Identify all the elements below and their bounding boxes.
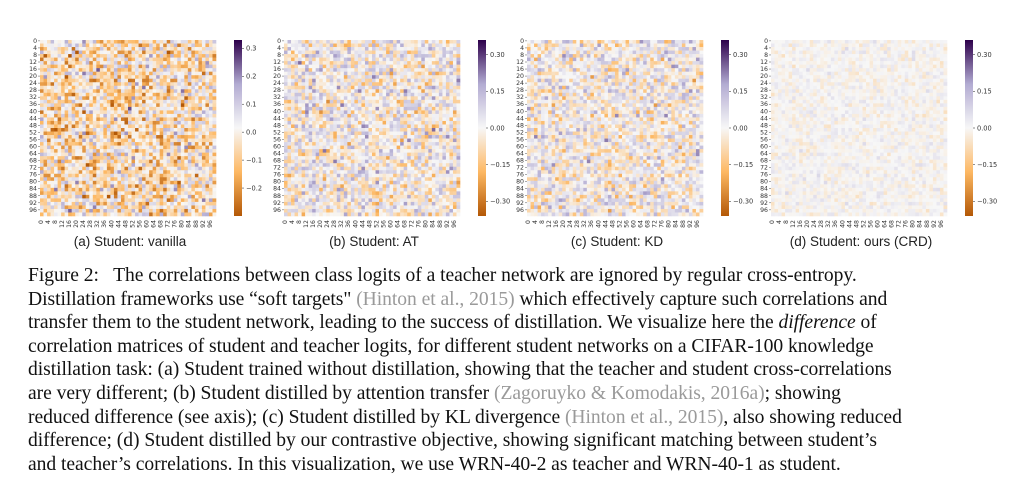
y-tick-label: 88 xyxy=(760,192,768,200)
y-tick-label: 88 xyxy=(516,192,524,200)
x-tick-label: 12 xyxy=(303,220,310,228)
caption-text: ; showing xyxy=(764,382,841,404)
subcaption-a: (a) Student: vanilla xyxy=(73,234,187,249)
colorbar-tick-label: 0.00 xyxy=(490,124,505,133)
caption-line-2 xyxy=(28,288,1000,312)
caption-line-9: and teacher’s correlations. In this visualization, we use WRN-40-2 as teacher and WRN-40-1 as student. xyxy=(28,453,841,475)
x-tick-label: 32 xyxy=(825,220,833,228)
x-tick-label: 16 xyxy=(553,220,561,228)
colorbar-tick-label: −0.30 xyxy=(733,197,754,206)
x-tick-label: 4 xyxy=(531,220,539,224)
colorbar-tick-label: 0.30 xyxy=(490,50,505,59)
y-tick-label: 16 xyxy=(29,66,37,74)
x-tick-label: 68 xyxy=(888,220,896,228)
caption-line-5: distillation task: (a) Student trained without distillation, showing that the teacher and student cross-correlations xyxy=(28,359,892,381)
x-tick-label: 40 xyxy=(352,220,360,228)
x-tick-label: 64 xyxy=(881,220,889,228)
x-tick-label: 16 xyxy=(66,220,74,228)
x-tick-label: 60 xyxy=(387,220,395,228)
y-tick-label: 36 xyxy=(29,101,37,109)
y-tick-label: 28 xyxy=(29,87,37,95)
y-tick-label: 76 xyxy=(516,171,524,179)
heatmap-cells xyxy=(40,40,216,216)
x-tick-label: 48 xyxy=(853,220,861,228)
x-tick-label: 80 xyxy=(909,220,917,228)
y-tick-label: 60 xyxy=(516,143,524,151)
heatmap-panel-b xyxy=(270,36,515,260)
x-tick-label: 0 xyxy=(524,220,532,224)
heatmap-panel-c xyxy=(513,36,758,260)
colorbar-tick-label: 0.15 xyxy=(490,87,505,96)
y-tick-label: 80 xyxy=(516,178,524,186)
y-tick-label: 68 xyxy=(29,157,37,165)
y-tick-label: 60 xyxy=(273,143,281,151)
emphasis: difference xyxy=(778,312,856,334)
x-tick-label: 64 xyxy=(637,220,645,228)
x-tick-label: 32 xyxy=(581,220,589,228)
y-tick-label: 4 xyxy=(33,44,37,52)
x-tick-label: 20 xyxy=(317,220,325,228)
y-tick-label: 52 xyxy=(29,129,37,137)
colorbar-tick-label: −0.15 xyxy=(733,160,754,169)
y-tick-label: 36 xyxy=(516,101,524,109)
x-tick-label: 36 xyxy=(101,220,109,228)
colorbar-tick-label: 0.2 xyxy=(246,72,257,81)
x-tick-label: 36 xyxy=(345,220,353,228)
y-tick-label: 92 xyxy=(29,199,37,207)
x-tick-label: 52 xyxy=(616,220,624,228)
caption-text: The correlations between class logits of a teacher network are ignored by regular cross-entropy. xyxy=(113,265,857,286)
x-tick-label: 80 xyxy=(665,220,673,228)
y-tick-label: 48 xyxy=(760,122,768,130)
x-tick-label: 84 xyxy=(185,220,193,228)
x-tick-label: 8 xyxy=(782,220,790,224)
x-tick-label: 56 xyxy=(623,220,631,228)
y-tick-label: 8 xyxy=(764,51,768,59)
y-tick-label: 24 xyxy=(760,80,768,88)
x-tick-label: 4 xyxy=(44,220,52,224)
y-tick-label: 88 xyxy=(273,192,281,200)
y-tick-label: 0 xyxy=(764,37,768,45)
caption-line-1 xyxy=(28,264,1000,288)
x-tick-label: 28 xyxy=(331,220,339,228)
x-tick-label: 12 xyxy=(790,220,797,228)
y-tick-label: 16 xyxy=(516,66,524,74)
y-tick-label: 28 xyxy=(516,87,524,95)
x-tick-label: 40 xyxy=(839,220,847,228)
x-tick-label: 8 xyxy=(295,220,303,224)
x-tick-label: 72 xyxy=(651,220,659,228)
colorbar-tick-label: 0.3 xyxy=(246,44,257,53)
x-tick-label: 36 xyxy=(832,220,840,228)
y-tick-label: 8 xyxy=(277,51,281,59)
caption-text: are very different; (b) Student distilled by attention transfer xyxy=(28,382,490,404)
y-tick-label: 84 xyxy=(29,185,37,193)
colorbar-tick-label: −0.30 xyxy=(490,197,511,206)
colorbar-tick-label: −0.2 xyxy=(246,184,263,193)
x-tick-label: 88 xyxy=(923,220,931,228)
x-tick-label: 92 xyxy=(686,220,694,228)
y-tick-label: 44 xyxy=(29,115,37,123)
x-tick-label: 56 xyxy=(380,220,388,228)
heatmap-cells xyxy=(284,40,460,216)
y-tick-label: 8 xyxy=(520,51,524,59)
x-tick-label: 76 xyxy=(415,220,423,228)
x-tick-label: 52 xyxy=(373,220,381,228)
y-tick-label: 32 xyxy=(516,94,524,102)
x-tick-label: 64 xyxy=(150,220,158,228)
y-tick-label: 64 xyxy=(760,150,768,158)
heatmap-cells xyxy=(527,40,703,216)
x-tick-label: 76 xyxy=(171,220,179,228)
y-tick-label: 28 xyxy=(760,87,768,95)
caption-text: of xyxy=(860,312,877,334)
x-tick-label: 56 xyxy=(867,220,875,228)
heatmap-svg xyxy=(26,36,271,260)
x-tick-label: 4 xyxy=(288,220,296,224)
x-tick-label: 48 xyxy=(122,220,130,228)
x-tick-label: 84 xyxy=(672,220,680,228)
y-tick-label: 92 xyxy=(273,199,281,207)
x-tick-label: 12 xyxy=(546,220,553,228)
y-tick-label: 0 xyxy=(277,37,281,45)
x-tick-label: 76 xyxy=(902,220,910,228)
x-tick-label: 80 xyxy=(178,220,186,228)
y-tick-label: 44 xyxy=(760,115,768,123)
colorbar-tick-label: −0.15 xyxy=(490,160,511,169)
y-tick-label: 36 xyxy=(273,101,281,109)
x-tick-label: 72 xyxy=(895,220,903,228)
caption-text: reduced difference (see axis); (c) Student distilled by KL divergence xyxy=(28,406,561,428)
x-tick-label: 84 xyxy=(916,220,924,228)
x-tick-label: 0 xyxy=(281,220,289,224)
x-tick-label: 96 xyxy=(450,220,458,228)
x-tick-label: 24 xyxy=(811,220,819,228)
caption-line-3 xyxy=(28,311,1000,335)
y-tick-label: 64 xyxy=(516,150,524,158)
y-tick-label: 76 xyxy=(29,171,37,179)
y-tick-label: 72 xyxy=(29,164,37,172)
y-tick-label: 20 xyxy=(760,73,768,81)
y-tick-label: 52 xyxy=(760,129,768,137)
x-tick-label: 40 xyxy=(108,220,116,228)
y-tick-label: 92 xyxy=(760,199,768,207)
y-tick-label: 48 xyxy=(273,122,281,130)
x-tick-label: 44 xyxy=(846,220,854,228)
y-tick-label: 96 xyxy=(516,206,524,214)
x-tick-label: 56 xyxy=(136,220,144,228)
y-tick-label: 12 xyxy=(29,59,37,66)
x-tick-label: 96 xyxy=(693,220,701,228)
x-tick-label: 28 xyxy=(87,220,95,228)
x-tick-label: 60 xyxy=(874,220,882,228)
y-tick-label: 52 xyxy=(273,129,281,137)
x-tick-label: 24 xyxy=(324,220,332,228)
colorbar-tick-label: −0.1 xyxy=(246,156,263,165)
y-tick-label: 36 xyxy=(760,101,768,109)
x-tick-label: 60 xyxy=(630,220,638,228)
y-tick-label: 24 xyxy=(29,80,37,88)
y-tick-label: 64 xyxy=(273,150,281,158)
x-tick-label: 68 xyxy=(157,220,165,228)
heatmap-svg xyxy=(513,36,758,260)
x-tick-label: 36 xyxy=(588,220,596,228)
y-tick-label: 76 xyxy=(273,171,281,179)
y-tick-label: 20 xyxy=(273,73,281,81)
colorbar-tick-label: 0.30 xyxy=(977,50,992,59)
x-tick-label: 0 xyxy=(37,220,45,224)
x-tick-label: 44 xyxy=(602,220,610,228)
y-tick-label: 32 xyxy=(760,94,768,102)
x-tick-label: 64 xyxy=(394,220,402,228)
y-tick-label: 84 xyxy=(273,185,281,193)
x-tick-label: 44 xyxy=(359,220,367,228)
y-tick-label: 80 xyxy=(29,178,37,186)
y-tick-label: 80 xyxy=(273,178,281,186)
x-tick-label: 28 xyxy=(818,220,826,228)
caption-line-6 xyxy=(28,382,1000,406)
y-tick-label: 84 xyxy=(516,185,524,193)
x-tick-label: 52 xyxy=(129,220,137,228)
y-tick-label: 40 xyxy=(29,108,37,116)
x-tick-label: 20 xyxy=(804,220,812,228)
caption-text: transfer them to the student network, leading to the success of distillation. We visualize here the xyxy=(28,312,774,334)
x-tick-label: 48 xyxy=(366,220,374,228)
caption-text: Distillation frameworks use “soft targets" xyxy=(28,288,352,310)
figure-caption xyxy=(28,264,1000,476)
heatmap-panel-d xyxy=(757,36,1002,260)
x-tick-label: 8 xyxy=(538,220,546,224)
y-tick-label: 60 xyxy=(760,143,768,151)
caption-line-8: difference; (d) Student distilled by our contrastive objective, showing significant matching between student’s xyxy=(28,430,877,452)
y-tick-label: 48 xyxy=(516,122,524,130)
y-tick-label: 20 xyxy=(516,73,524,81)
colorbar-tick-label: 0.00 xyxy=(733,124,748,133)
caption-text: , also showing reduced xyxy=(723,406,902,428)
x-tick-label: 44 xyxy=(115,220,123,228)
x-tick-label: 96 xyxy=(206,220,214,228)
x-tick-label: 60 xyxy=(143,220,151,228)
y-tick-label: 56 xyxy=(29,136,37,144)
heatmap-svg xyxy=(270,36,515,260)
y-tick-label: 24 xyxy=(273,80,281,88)
y-tick-label: 20 xyxy=(29,73,37,81)
y-tick-label: 44 xyxy=(273,115,281,123)
subcaption-b: (b) Student: AT xyxy=(329,234,419,249)
y-tick-label: 4 xyxy=(520,44,524,52)
y-tick-label: 32 xyxy=(29,94,37,102)
y-tick-label: 52 xyxy=(516,129,524,137)
heatmap-svg xyxy=(757,36,1002,260)
x-tick-label: 68 xyxy=(401,220,409,228)
y-tick-label: 72 xyxy=(760,164,768,172)
y-tick-label: 60 xyxy=(29,143,37,151)
colorbar-tick-label: 0.0 xyxy=(246,128,257,137)
colorbar-tick-label: −0.30 xyxy=(977,197,998,206)
y-tick-label: 0 xyxy=(520,37,524,45)
y-tick-label: 92 xyxy=(516,199,524,207)
y-tick-label: 64 xyxy=(29,150,37,158)
x-tick-label: 88 xyxy=(192,220,200,228)
y-tick-label: 4 xyxy=(277,44,281,52)
y-tick-label: 96 xyxy=(760,206,768,214)
x-tick-label: 88 xyxy=(436,220,444,228)
colorbar xyxy=(478,40,486,216)
caption-line-7 xyxy=(28,406,1000,430)
y-tick-label: 44 xyxy=(516,115,524,123)
y-tick-label: 4 xyxy=(764,44,768,52)
x-tick-label: 92 xyxy=(443,220,451,228)
y-tick-label: 8 xyxy=(33,51,37,59)
figure-label: Figure 2: xyxy=(28,265,99,286)
y-tick-label: 0 xyxy=(33,37,37,45)
y-tick-label: 68 xyxy=(516,157,524,165)
x-tick-label: 32 xyxy=(94,220,102,228)
x-tick-label: 84 xyxy=(429,220,437,228)
y-tick-label: 68 xyxy=(760,157,768,165)
colorbar-tick-label: 0.30 xyxy=(733,50,748,59)
heatmap-panel-a xyxy=(26,36,271,260)
x-tick-label: 68 xyxy=(644,220,652,228)
x-tick-label: 32 xyxy=(338,220,346,228)
x-tick-label: 92 xyxy=(930,220,938,228)
y-tick-label: 56 xyxy=(516,136,524,144)
y-tick-label: 16 xyxy=(760,66,768,74)
x-tick-label: 8 xyxy=(51,220,59,224)
x-tick-label: 40 xyxy=(595,220,603,228)
colorbar xyxy=(234,40,242,216)
heatmap-cells xyxy=(771,40,947,216)
x-tick-label: 24 xyxy=(80,220,88,228)
x-tick-label: 20 xyxy=(73,220,81,228)
y-tick-label: 24 xyxy=(516,80,524,88)
colorbar xyxy=(965,40,973,216)
y-tick-label: 32 xyxy=(273,94,281,102)
colorbar xyxy=(721,40,729,216)
x-tick-label: 28 xyxy=(574,220,582,228)
citation-link[interactable]: (Hinton et al., 2015) xyxy=(356,288,515,310)
x-tick-label: 72 xyxy=(408,220,416,228)
x-tick-label: 96 xyxy=(937,220,945,228)
x-tick-label: 16 xyxy=(310,220,318,228)
x-tick-label: 20 xyxy=(560,220,568,228)
y-tick-label: 96 xyxy=(273,206,281,214)
x-tick-label: 80 xyxy=(422,220,430,228)
colorbar-tick-label: 0.1 xyxy=(246,100,257,109)
y-tick-label: 12 xyxy=(516,59,524,66)
y-tick-label: 28 xyxy=(273,87,281,95)
y-tick-label: 88 xyxy=(29,192,37,200)
y-tick-label: 68 xyxy=(273,157,281,165)
colorbar-tick-label: 0.15 xyxy=(733,87,748,96)
x-tick-label: 76 xyxy=(658,220,666,228)
subcaption-c: (c) Student: KD xyxy=(570,234,664,249)
caption-text: which effectively capture such correlations and xyxy=(519,288,888,310)
y-tick-label: 12 xyxy=(760,59,768,66)
x-tick-label: 88 xyxy=(679,220,687,228)
colorbar-tick-label: 0.15 xyxy=(977,87,992,96)
y-tick-label: 84 xyxy=(760,185,768,193)
y-tick-label: 72 xyxy=(273,164,281,172)
y-tick-label: 40 xyxy=(760,108,768,116)
caption-line-4: correlation matrices of student and teacher logits, for different student networks on a CIFAR-100 knowledge xyxy=(28,335,874,357)
y-tick-label: 12 xyxy=(273,59,281,66)
x-tick-label: 92 xyxy=(199,220,207,228)
y-tick-label: 72 xyxy=(516,164,524,172)
subcaption-d: (d) Student: ours (CRD) xyxy=(789,234,933,249)
y-tick-label: 76 xyxy=(760,171,768,179)
x-tick-label: 72 xyxy=(164,220,172,228)
y-tick-label: 16 xyxy=(273,66,281,74)
x-tick-label: 48 xyxy=(609,220,617,228)
y-tick-label: 96 xyxy=(29,206,37,214)
x-tick-label: 52 xyxy=(860,220,868,228)
x-tick-label: 0 xyxy=(768,220,776,224)
y-tick-label: 48 xyxy=(29,122,37,130)
x-tick-label: 24 xyxy=(567,220,575,228)
x-tick-label: 4 xyxy=(775,220,783,224)
x-tick-label: 12 xyxy=(59,220,66,228)
colorbar-tick-label: 0.00 xyxy=(977,124,992,133)
y-tick-label: 40 xyxy=(273,108,281,116)
y-tick-label: 40 xyxy=(516,108,524,116)
citation-link[interactable]: (Zagoruyko & Komodakis, 2016a) xyxy=(494,382,765,404)
citation-link[interactable]: (Hinton et al., 2015) xyxy=(564,406,724,428)
y-tick-label: 56 xyxy=(760,136,768,144)
y-tick-label: 80 xyxy=(760,178,768,186)
y-tick-label: 56 xyxy=(273,136,281,144)
x-tick-label: 16 xyxy=(797,220,805,228)
colorbar-tick-label: −0.15 xyxy=(977,160,998,169)
